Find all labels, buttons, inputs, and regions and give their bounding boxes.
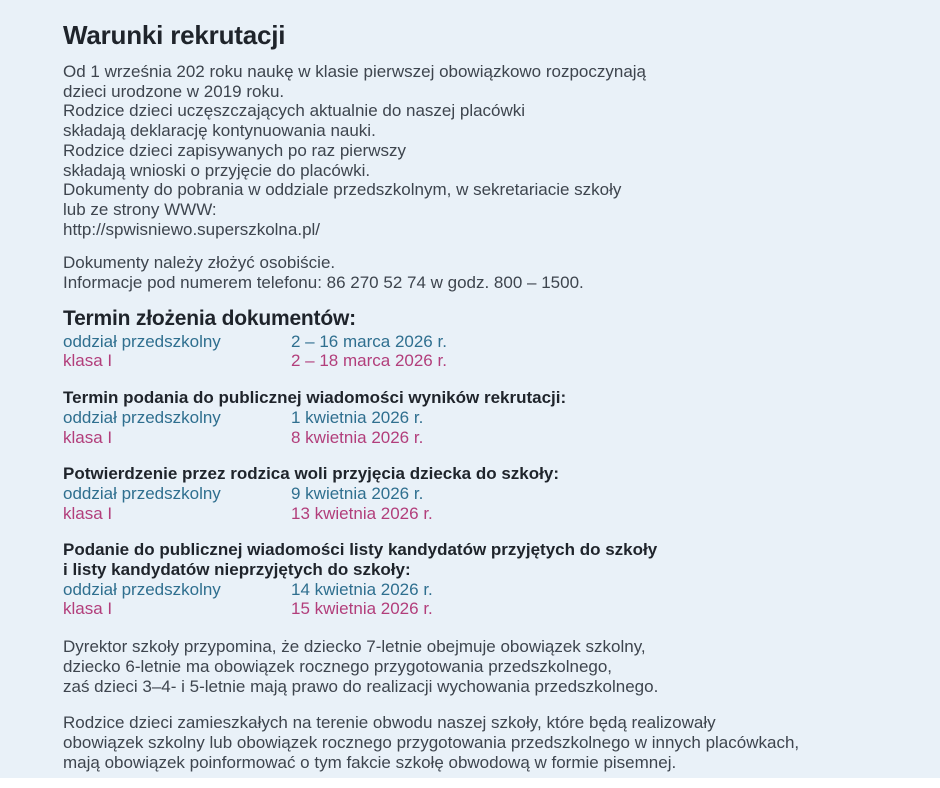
website-url: http://spwisniewo.superszkolna.pl/ — [63, 219, 321, 239]
row-date: 15 kwietnia 2026 r. — [291, 599, 433, 619]
intro-line: dzieci urodzone w 2019 roku. — [63, 81, 285, 101]
contact-line: Dokumenty należy złożyć osobiście. — [63, 253, 336, 273]
row-label-class1: klasa I — [63, 427, 113, 447]
schedule-section-confirmation — [63, 464, 912, 523]
section-heading: Potwierdzenie przez rodzica woli przyjęcia dziecka do szkoły: — [63, 464, 559, 484]
row-label-preschool: oddział przedszkolny — [63, 331, 221, 351]
intro-line: Rodzice dzieci zapisywanych po raz pierwszy — [63, 140, 406, 160]
closing-line: obowiązek szkolny lub obowiązek rocznego przygotowania przedszkolnego w innych placówkach, — [63, 732, 800, 752]
row-label-class1: klasa I — [63, 351, 113, 371]
closing-line: mają obowiązek poinformować o tym fakcie szkołę obwodową w formie pisemnej. — [63, 752, 677, 772]
schedule-row — [63, 484, 912, 504]
schedule-row — [63, 599, 912, 619]
schedule-section-final-lists — [63, 540, 912, 619]
intro-line: składają deklarację kontynuowania nauki. — [63, 121, 376, 141]
row-label-preschool: oddział przedszkolny — [63, 407, 221, 427]
closing-line: Rodzice dzieci zamieszkałych na terenie obwodu naszej szkoły, które będą realizowały — [63, 713, 716, 733]
closing-line: dziecko 6-letnie ma obowiązek rocznego przygotowania przedszkolnego, — [63, 656, 613, 676]
row-date: 2 – 18 marca 2026 r. — [291, 351, 447, 371]
row-date: 9 kwietnia 2026 r. — [291, 483, 424, 503]
row-label-class1: klasa I — [63, 503, 113, 523]
intro-line: Od 1 września 202 roku naukę w klasie pierwszej obowiązkowo rozpoczynają — [63, 62, 647, 81]
schedule-section-title: Termin złożenia dokumentów: — [63, 306, 356, 330]
schedule-row — [63, 428, 912, 448]
row-date: 13 kwietnia 2026 r. — [291, 503, 433, 523]
bottom-margin — [0, 778, 940, 788]
closing-line: zaś dzieci 3–4- i 5-letnie mają prawo do realizacji wychowania przedszkolnego. — [63, 676, 659, 696]
schedule-row — [63, 351, 912, 371]
closing-line: Dyrektor szkoły przypomina, że dziecko 7-letnie obejmuje obowiązek szkolny, — [63, 637, 646, 657]
schedule-section-documents — [63, 332, 912, 371]
row-label-preschool: oddział przedszkolny — [63, 579, 221, 599]
row-label-class1: klasa I — [63, 599, 113, 619]
row-label-preschool: oddział przedszkolny — [63, 483, 221, 503]
schedule-row — [63, 332, 912, 352]
section-heading: Podanie do publicznej wiadomości listy kandydatów przyjętych do szkoły — [63, 540, 658, 560]
intro-line: Dokumenty do pobrania w oddziale przedszkolnym, w sekretariacie szkoły — [63, 180, 622, 200]
schedule-row — [63, 408, 912, 428]
intro-line: składają wnioski o przyjęcie do placówki. — [63, 160, 371, 180]
intro-line: Rodzice dzieci uczęszczających aktualnie do naszej placówki — [63, 101, 526, 121]
schedule-row — [63, 580, 912, 600]
district-obligation-paragraph — [63, 713, 912, 772]
page-title: Warunki rekrutacji — [63, 20, 286, 50]
schedule-section-results — [63, 388, 912, 447]
intro-line: lub ze strony WWW: — [63, 199, 217, 219]
intro-paragraph — [63, 62, 912, 239]
contact-paragraph — [63, 253, 912, 292]
section-heading: Termin podania do publicznej wiadomości wyników rekrutacji: — [63, 388, 567, 408]
director-reminder-paragraph — [63, 637, 912, 696]
contact-line: Informacje pod numerem telefonu: 86 270 52 74 w godz. 800 – 1500. — [63, 273, 584, 293]
row-date: 14 kwietnia 2026 r. — [291, 579, 433, 599]
row-date: 1 kwietnia 2026 r. — [291, 407, 424, 427]
row-date: 8 kwietnia 2026 r. — [291, 427, 424, 447]
row-date: 2 – 16 marca 2026 r. — [291, 331, 447, 351]
schedule-row — [63, 504, 912, 524]
section-heading: i listy kandydatów nieprzyjętych do szkoły: — [63, 560, 411, 580]
